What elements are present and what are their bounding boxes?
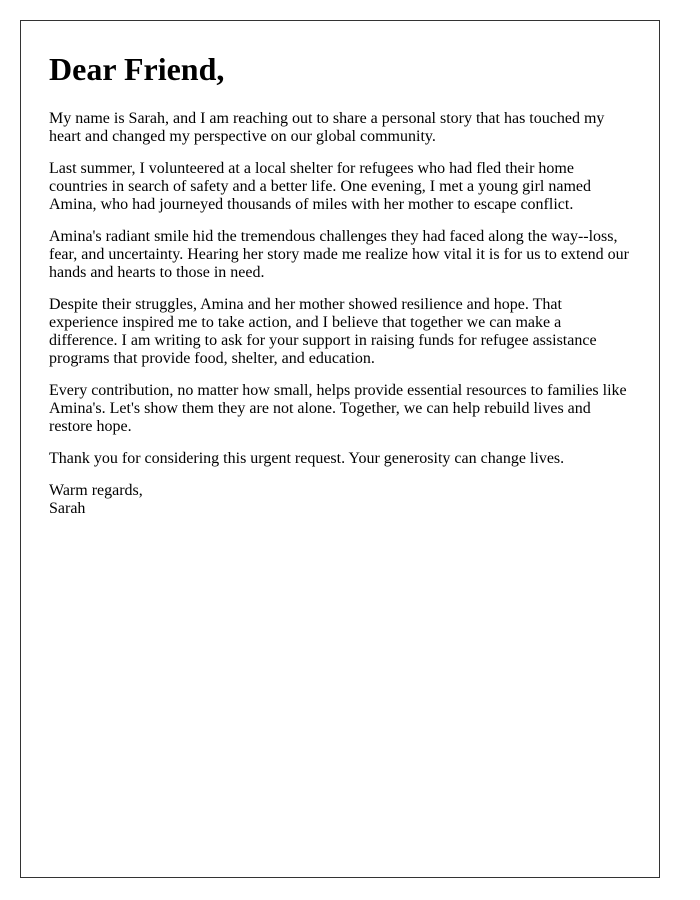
letter-paragraph-2: Last summer, I volunteered at a local shelter for refugees who had fled their home countries in search of safety and a better life. One evening, I met a young girl named Amina, who had journeyed thousands of miles with her mother to escape conflict. (49, 160, 592, 213)
letter-paragraph-5: Every contribution, no matter how small, helps provide essential resources to families like Amina's. Let's show them they are not alone. Together, we can help rebuild lives and restore hope. (49, 382, 627, 435)
letter-signature: Sarah (49, 500, 86, 517)
letter-salutation: Dear Friend, (49, 51, 225, 87)
letter-paragraph-1: My name is Sarah, and I am reaching out to share a personal story that has touched my heart and changed my perspective on our global community. (49, 110, 605, 145)
letter-closing-block (49, 482, 633, 518)
letter-closing: Warm regards, (49, 482, 143, 499)
letter-content (49, 49, 633, 518)
letter-paragraph-6: Thank you for considering this urgent request. Your generosity can change lives. (49, 450, 565, 467)
letter-page (20, 20, 660, 878)
letter-paragraph-3: Amina's radiant smile hid the tremendous challenges they had faced along the way--loss, fear, and uncertainty. Hearing her story made me realize how vital it is for us to extend our hands and hearts to those in need. (49, 228, 629, 281)
letter-paragraph-4: Despite their struggles, Amina and her mother showed resilience and hope. That experience inspired me to take action, and I believe that together we can make a difference. I am writing to ask for your support in raising funds for refugee assistance programs that provide food, shelter, and education. (49, 296, 597, 367)
